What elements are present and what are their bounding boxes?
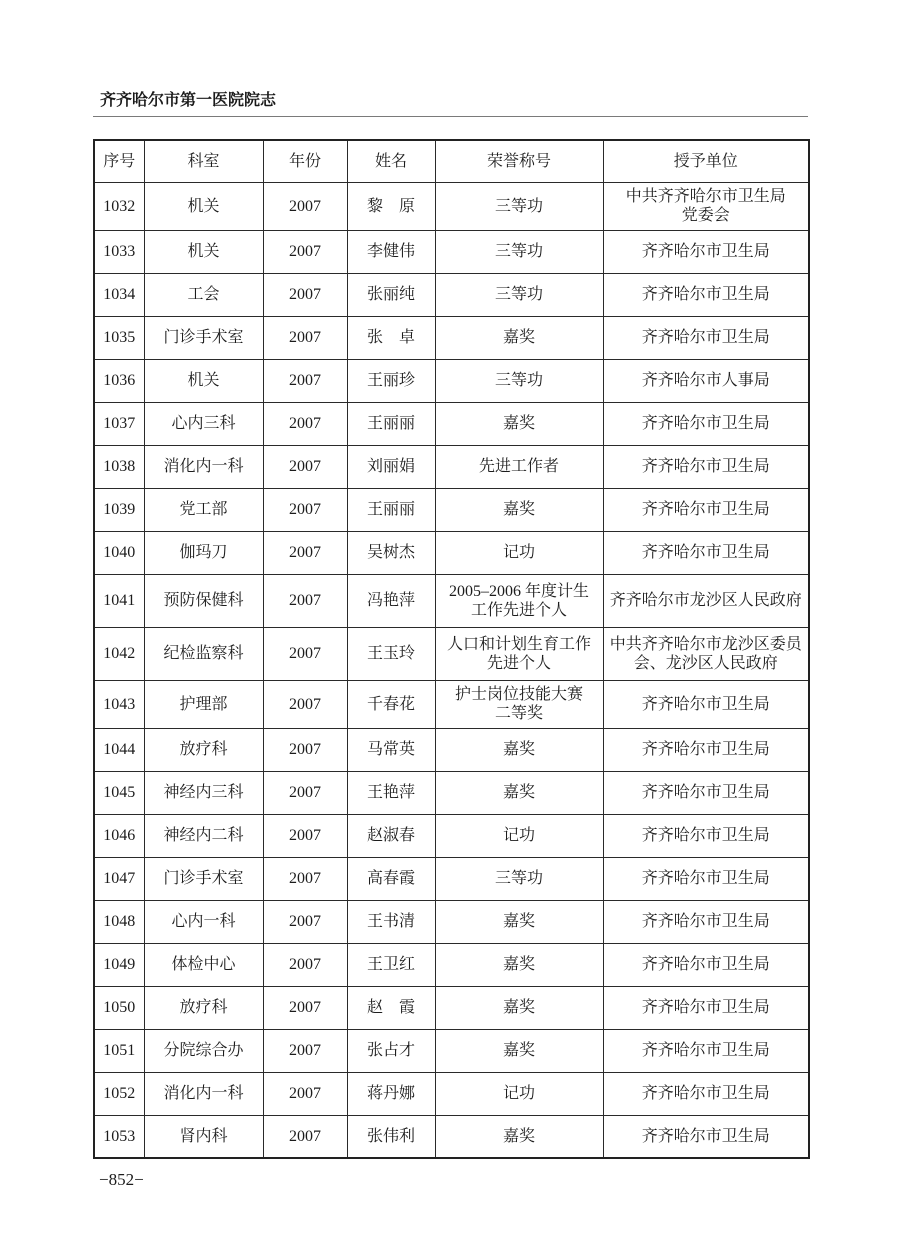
table-row: [94, 230, 809, 273]
awarding-unit-cell: 齐齐哈尔市人事局: [603, 359, 809, 402]
honor-title-cell: 嘉奖: [435, 488, 603, 531]
year-cell: 2007: [263, 771, 347, 814]
department-cell: 门诊手术室: [144, 316, 263, 359]
name-cell: 王丽珍: [347, 359, 435, 402]
awarding-unit-cell: 齐齐哈尔市龙沙区人民政府: [603, 574, 809, 627]
awarding-unit-cell: 中共齐齐哈尔市龙沙区委员 会、龙沙区人民政府: [603, 627, 809, 680]
year-cell: 2007: [263, 531, 347, 574]
table-row: [94, 986, 809, 1029]
year-cell: 2007: [263, 814, 347, 857]
department-cell: 预防保健科: [144, 574, 263, 627]
header-rule: [93, 116, 808, 117]
department-cell: 肾内科: [144, 1115, 263, 1158]
row-number-cell: 1052: [94, 1072, 144, 1115]
year-cell: 2007: [263, 316, 347, 359]
name-cell: 王卫红: [347, 943, 435, 986]
department-cell: 伽玛刀: [144, 531, 263, 574]
department-cell: 放疗科: [144, 986, 263, 1029]
column-header-awarding-unit: 授予单位: [603, 140, 809, 182]
row-number-cell: 1035: [94, 316, 144, 359]
year-cell: 2007: [263, 402, 347, 445]
row-number-cell: 1051: [94, 1029, 144, 1072]
column-header-name: 姓名: [347, 140, 435, 182]
honor-title-cell: 嘉奖: [435, 943, 603, 986]
name-cell: 张 卓: [347, 316, 435, 359]
table-row: [94, 857, 809, 900]
table-row: [94, 316, 809, 359]
year-cell: 2007: [263, 857, 347, 900]
honor-title-cell: 记功: [435, 814, 603, 857]
row-number-cell: 1036: [94, 359, 144, 402]
year-cell: 2007: [263, 182, 347, 230]
name-cell: 蒋丹娜: [347, 1072, 435, 1115]
table-row: [94, 814, 809, 857]
year-cell: 2007: [263, 1029, 347, 1072]
table-row: [94, 900, 809, 943]
awarding-unit-cell: 中共齐齐哈尔市卫生局 党委会: [603, 182, 809, 230]
year-cell: 2007: [263, 986, 347, 1029]
name-cell: 赵淑春: [347, 814, 435, 857]
table-row: [94, 574, 809, 627]
honor-title-cell: 嘉奖: [435, 316, 603, 359]
honor-title-cell: 嘉奖: [435, 402, 603, 445]
honor-title-cell: 记功: [435, 1072, 603, 1115]
honor-title-cell: 三等功: [435, 857, 603, 900]
column-header-year: 年份: [263, 140, 347, 182]
name-cell: 王玉玲: [347, 627, 435, 680]
awarding-unit-cell: 齐齐哈尔市卫生局: [603, 857, 809, 900]
honor-title-cell: 三等功: [435, 273, 603, 316]
name-cell: 冯艳萍: [347, 574, 435, 627]
year-cell: 2007: [263, 230, 347, 273]
row-number-cell: 1045: [94, 771, 144, 814]
page-number: −852−: [99, 1170, 144, 1189]
honor-title-cell: 护士岗位技能大赛 二等奖: [435, 680, 603, 728]
table-row: [94, 728, 809, 771]
row-number-cell: 1048: [94, 900, 144, 943]
awarding-unit-cell: 齐齐哈尔市卫生局: [603, 943, 809, 986]
awarding-unit-cell: 齐齐哈尔市卫生局: [603, 1029, 809, 1072]
year-cell: 2007: [263, 1115, 347, 1158]
name-cell: 黎 原: [347, 182, 435, 230]
awarding-unit-cell: 齐齐哈尔市卫生局: [603, 402, 809, 445]
department-cell: 消化内一科: [144, 1072, 263, 1115]
awarding-unit-cell: 齐齐哈尔市卫生局: [603, 771, 809, 814]
department-cell: 神经内三科: [144, 771, 263, 814]
name-cell: 千春花: [347, 680, 435, 728]
department-cell: 门诊手术室: [144, 857, 263, 900]
table-row: [94, 1072, 809, 1115]
row-number-cell: 1053: [94, 1115, 144, 1158]
row-number-cell: 1038: [94, 445, 144, 488]
honor-title-cell: 嘉奖: [435, 986, 603, 1029]
row-number-cell: 1042: [94, 627, 144, 680]
honor-title-cell: 嘉奖: [435, 1029, 603, 1072]
column-header-honor-title: 荣誉称号: [435, 140, 603, 182]
name-cell: 王艳萍: [347, 771, 435, 814]
awarding-unit-cell: 齐齐哈尔市卫生局: [603, 273, 809, 316]
department-cell: 神经内二科: [144, 814, 263, 857]
awarding-unit-cell: 齐齐哈尔市卫生局: [603, 814, 809, 857]
name-cell: 张丽纯: [347, 273, 435, 316]
department-cell: 机关: [144, 359, 263, 402]
row-number-cell: 1047: [94, 857, 144, 900]
table-row: [94, 531, 809, 574]
department-cell: 护理部: [144, 680, 263, 728]
year-cell: 2007: [263, 680, 347, 728]
honors-table: [93, 139, 810, 1159]
department-cell: 消化内一科: [144, 445, 263, 488]
honor-title-cell: 三等功: [435, 359, 603, 402]
honor-title-cell: 嘉奖: [435, 900, 603, 943]
table-row: [94, 771, 809, 814]
awarding-unit-cell: 齐齐哈尔市卫生局: [603, 445, 809, 488]
row-number-cell: 1039: [94, 488, 144, 531]
awarding-unit-cell: 齐齐哈尔市卫生局: [603, 230, 809, 273]
name-cell: 王书清: [347, 900, 435, 943]
department-cell: 机关: [144, 230, 263, 273]
year-cell: 2007: [263, 445, 347, 488]
department-cell: 党工部: [144, 488, 263, 531]
year-cell: 2007: [263, 273, 347, 316]
running-header: 齐齐哈尔市第一医院院志: [100, 90, 277, 109]
name-cell: 王丽丽: [347, 402, 435, 445]
department-cell: 心内一科: [144, 900, 263, 943]
name-cell: 吴树杰: [347, 531, 435, 574]
awarding-unit-cell: 齐齐哈尔市卫生局: [603, 986, 809, 1029]
row-number-cell: 1040: [94, 531, 144, 574]
table-row: [94, 359, 809, 402]
honor-title-cell: 三等功: [435, 182, 603, 230]
honor-title-cell: 嘉奖: [435, 1115, 603, 1158]
department-cell: 纪检监察科: [144, 627, 263, 680]
row-number-cell: 1044: [94, 728, 144, 771]
department-cell: 分院综合办: [144, 1029, 263, 1072]
row-number-cell: 1034: [94, 273, 144, 316]
name-cell: 刘丽娟: [347, 445, 435, 488]
row-number-cell: 1032: [94, 182, 144, 230]
name-cell: 马常英: [347, 728, 435, 771]
honor-title-cell: 记功: [435, 531, 603, 574]
year-cell: 2007: [263, 900, 347, 943]
department-cell: 体检中心: [144, 943, 263, 986]
name-cell: 李健伟: [347, 230, 435, 273]
table-body: [94, 182, 809, 1158]
row-number-cell: 1033: [94, 230, 144, 273]
table-row: [94, 488, 809, 531]
table-row: [94, 943, 809, 986]
honor-title-cell: 人口和计划生育工作 先进个人: [435, 627, 603, 680]
table-row: [94, 1115, 809, 1158]
row-number-cell: 1050: [94, 986, 144, 1029]
awarding-unit-cell: 齐齐哈尔市卫生局: [603, 900, 809, 943]
row-number-cell: 1043: [94, 680, 144, 728]
table-row: [94, 445, 809, 488]
year-cell: 2007: [263, 943, 347, 986]
table-row: [94, 680, 809, 728]
table-row: [94, 273, 809, 316]
year-cell: 2007: [263, 574, 347, 627]
department-cell: 机关: [144, 182, 263, 230]
table-row: [94, 182, 809, 230]
name-cell: 王丽丽: [347, 488, 435, 531]
column-header-number: 序号: [94, 140, 144, 182]
year-cell: 2007: [263, 488, 347, 531]
department-cell: 放疗科: [144, 728, 263, 771]
awarding-unit-cell: 齐齐哈尔市卫生局: [603, 531, 809, 574]
name-cell: 赵 霞: [347, 986, 435, 1029]
table-row: [94, 627, 809, 680]
year-cell: 2007: [263, 627, 347, 680]
awarding-unit-cell: 齐齐哈尔市卫生局: [603, 316, 809, 359]
row-number-cell: 1041: [94, 574, 144, 627]
name-cell: 高春霞: [347, 857, 435, 900]
department-cell: 工会: [144, 273, 263, 316]
row-number-cell: 1046: [94, 814, 144, 857]
table-header-row: [94, 140, 809, 182]
awarding-unit-cell: 齐齐哈尔市卫生局: [603, 1115, 809, 1158]
honor-title-cell: 2005–2006 年度计生 工作先进个人: [435, 574, 603, 627]
table-row: [94, 402, 809, 445]
name-cell: 张伟利: [347, 1115, 435, 1158]
awarding-unit-cell: 齐齐哈尔市卫生局: [603, 680, 809, 728]
department-cell: 心内三科: [144, 402, 263, 445]
year-cell: 2007: [263, 728, 347, 771]
row-number-cell: 1037: [94, 402, 144, 445]
awarding-unit-cell: 齐齐哈尔市卫生局: [603, 488, 809, 531]
year-cell: 2007: [263, 359, 347, 402]
column-header-department: 科室: [144, 140, 263, 182]
honor-title-cell: 三等功: [435, 230, 603, 273]
table-row: [94, 1029, 809, 1072]
name-cell: 张占才: [347, 1029, 435, 1072]
row-number-cell: 1049: [94, 943, 144, 986]
awarding-unit-cell: 齐齐哈尔市卫生局: [603, 728, 809, 771]
year-cell: 2007: [263, 1072, 347, 1115]
awarding-unit-cell: 齐齐哈尔市卫生局: [603, 1072, 809, 1115]
honor-title-cell: 嘉奖: [435, 728, 603, 771]
honor-title-cell: 嘉奖: [435, 771, 603, 814]
honor-title-cell: 先进工作者: [435, 445, 603, 488]
